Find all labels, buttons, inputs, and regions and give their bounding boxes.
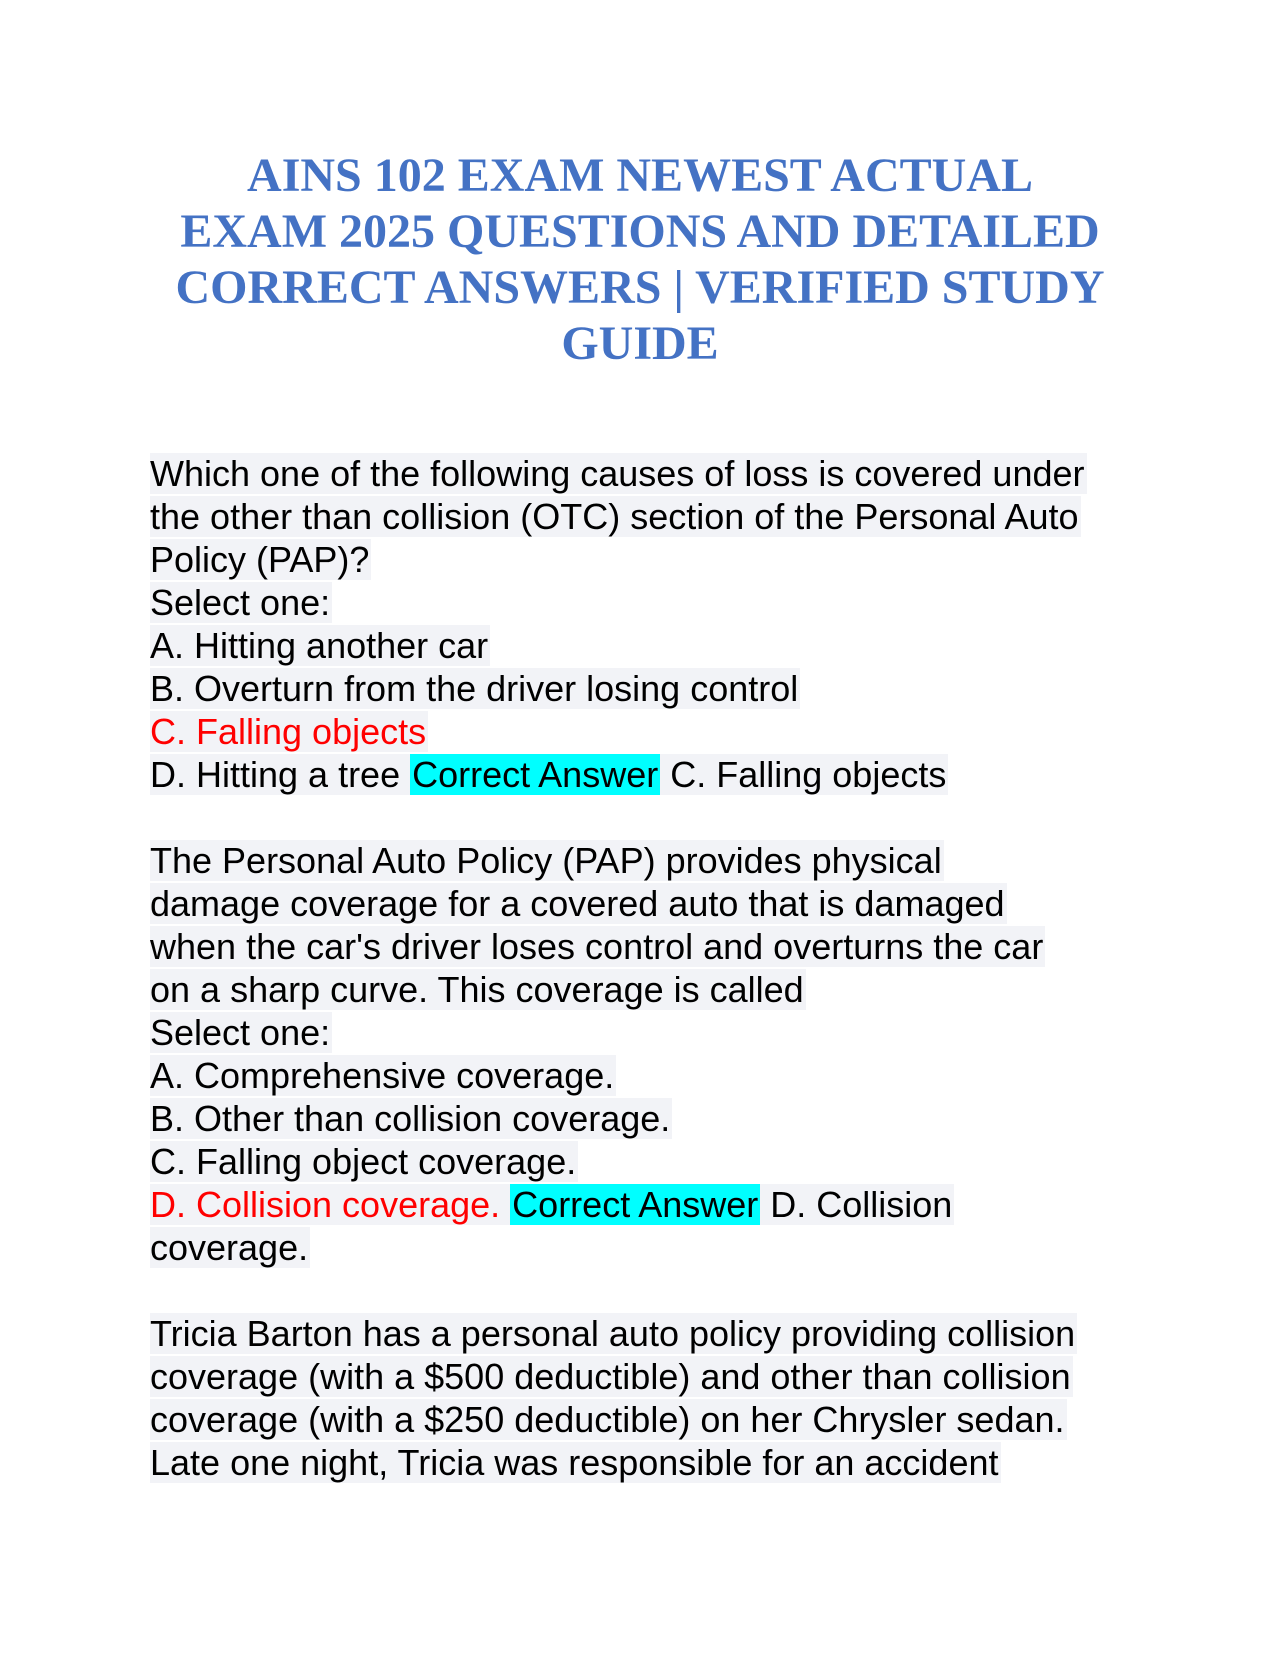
option-b: B. Other than collision coverage.: [150, 1098, 671, 1139]
question-stem-line: Policy (PAP)?: [150, 539, 370, 580]
question-stem-line: Late one night, Tricia was responsible for an accident: [150, 1442, 999, 1483]
question-stem-line: the other than collision (OTC) section of the Personal Auto: [150, 496, 1079, 537]
correct-answer-label: Correct Answer: [412, 754, 659, 795]
question-stem-line: Tricia Barton has a personal auto policy providing collision: [150, 1313, 1076, 1354]
option-c: C. Falling object coverage.: [150, 1141, 577, 1182]
question-stem-line: when the car's driver loses control and overturns the car: [150, 926, 1044, 967]
question-3: [150, 1312, 1140, 1484]
question-stem-line: The Personal Auto Policy (PAP) provides physical: [150, 840, 942, 881]
title-line: CORRECT ANSWERS | VERIFIED STUDY: [175, 261, 1105, 314]
option-d: D. Hitting a tree: [150, 754, 401, 795]
correct-answer-label: Correct Answer: [512, 1184, 759, 1225]
select-prompt: Select one:: [150, 582, 331, 623]
question-stem-line: on a sharp curve. This coverage is called: [150, 969, 804, 1010]
correct-answer-text-continued: coverage.: [150, 1227, 309, 1268]
option-a: A. Comprehensive coverage.: [150, 1055, 615, 1096]
correct-answer-text: D. Collision: [770, 1184, 953, 1225]
question-stem-line: coverage (with a $250 deductible) on her Chrysler sedan.: [150, 1399, 1065, 1440]
option-b: B. Overturn from the driver losing control: [150, 668, 799, 709]
correct-answer-text: C. Falling objects: [670, 754, 947, 795]
question-1: [150, 452, 1140, 796]
option-d-correct: D. Collision coverage.: [150, 1184, 501, 1225]
title-line: EXAM 2025 QUESTIONS AND DETAILED: [180, 205, 1100, 258]
question-stem-line: Which one of the following causes of loss is covered under: [150, 453, 1085, 494]
document-title: [150, 148, 1130, 372]
option-c-correct: C. Falling objects: [150, 711, 427, 752]
select-prompt: Select one:: [150, 1012, 331, 1053]
title-line: GUIDE: [561, 317, 719, 370]
title-line: AINS 102 EXAM NEWEST ACTUAL: [247, 149, 1033, 202]
question-2: [150, 839, 1140, 1269]
document-body: [150, 452, 1140, 1484]
question-stem-line: damage coverage for a covered auto that is damaged: [150, 883, 1005, 924]
question-stem-line: coverage (with a $500 deductible) and other than collision: [150, 1356, 1071, 1397]
option-a: A. Hitting another car: [150, 625, 489, 666]
